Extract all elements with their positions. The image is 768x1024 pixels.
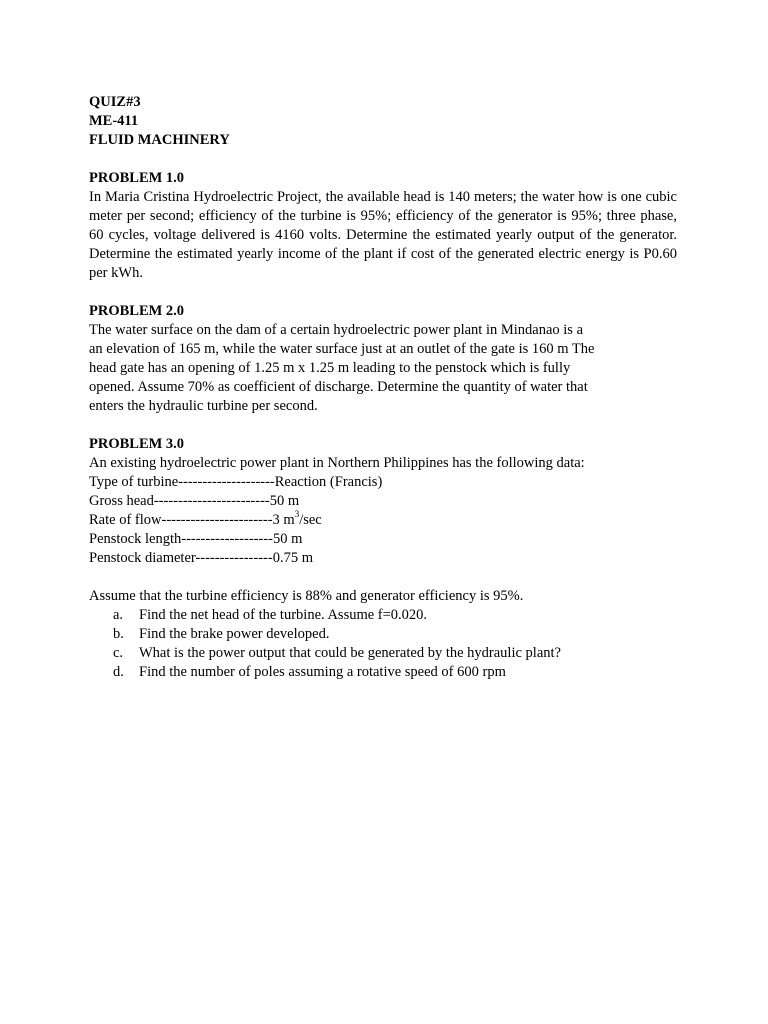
spacer — [89, 416, 677, 435]
question-item — [89, 625, 677, 644]
data-label: Penstock length — [89, 531, 182, 547]
question-item — [89, 606, 677, 625]
data-value: 50 m — [269, 493, 300, 509]
problem-2-line: enters the hydraulic turbine per second. — [89, 398, 318, 414]
problem-1-text: In Maria Cristina Hydroelectric Project, the available head is 140 meters; the water how is one cubic meter per second; efficiency of the turbine is 95%; efficiency of the generator is 95%; three phase, 60 cycles, voltage delivered is 4160 volts. Determine the estimated yearly output of the generator. Determine the estimated yearly income of the plant if cost of the generated electric energy is P0.60 per kWh. — [89, 189, 677, 281]
spacer — [89, 568, 677, 587]
data-label: Penstock diameter — [89, 550, 196, 566]
data-row-flow-rate — [89, 511, 677, 530]
data-leader: ------------------------ — [153, 493, 270, 509]
problem-1 — [89, 169, 677, 283]
data-row-turbine-type — [89, 473, 677, 492]
question-text: What is the power output that could be generated by the hydraulic plant? — [139, 645, 561, 661]
data-label: Type of turbine — [89, 474, 179, 490]
question-marker: d. — [113, 664, 124, 680]
data-label: Gross head — [89, 493, 154, 509]
data-leader: ------------------- — [181, 531, 273, 547]
question-marker: a. — [113, 607, 124, 623]
problem-3-title: PROBLEM 3.0 — [89, 436, 185, 452]
data-exponent: 3 — [294, 509, 300, 520]
question-marker: c. — [113, 645, 124, 661]
data-label: Rate of flow — [89, 512, 162, 528]
data-value: 0.75 m — [272, 550, 313, 566]
problem-2-line: opened. Assume 70% as coefficient of discharge. Determine the quantity of water that — [89, 379, 588, 395]
course-code: ME-411 — [89, 113, 139, 129]
data-value: 50 m — [272, 531, 303, 547]
quiz-header — [89, 93, 677, 150]
question-text: Find the number of poles assuming a rotative speed of 600 rpm — [139, 664, 506, 680]
data-unit: /sec — [299, 512, 322, 528]
data-value: 3 m — [272, 512, 295, 528]
problem-3-assumption: Assume that the turbine efficiency is 88% and generator efficiency is 95%. — [89, 588, 524, 604]
data-value: Reaction (Francis) — [274, 474, 383, 490]
problem-3 — [89, 435, 677, 682]
problem-2-line: an elevation of 165 m, while the water surface just at an outlet of the gate is 160 m The — [89, 341, 595, 357]
subject-title: FLUID MACHINERY — [89, 132, 230, 148]
data-row-penstock-length — [89, 530, 677, 549]
problem-2-line: head gate has an opening of 1.25 m x 1.25 m leading to the penstock which is fully — [89, 360, 571, 376]
question-item — [89, 663, 677, 682]
data-leader: -------------------- — [178, 474, 275, 490]
question-text: Find the net head of the turbine. Assume f=0.020. — [139, 607, 428, 623]
question-list — [89, 606, 677, 682]
data-leader: ---------------- — [195, 550, 273, 566]
data-leader: ----------------------- — [161, 512, 273, 528]
problem-2-line: The water surface on the dam of a certain hydroelectric power plant in Mindanao is a — [89, 322, 584, 338]
problem-2-title: PROBLEM 2.0 — [89, 303, 185, 319]
document-content — [89, 93, 677, 682]
question-item — [89, 644, 677, 663]
spacer — [89, 150, 677, 169]
problem-2 — [89, 302, 677, 416]
data-row-gross-head — [89, 492, 677, 511]
plant-data-list — [89, 473, 677, 568]
problem-3-intro: An existing hydroelectric power plant in Northern Philippines has the following data: — [89, 455, 585, 471]
spacer — [89, 283, 677, 302]
question-text: Find the brake power developed. — [139, 626, 330, 642]
quiz-number: QUIZ#3 — [89, 94, 141, 110]
problem-1-title: PROBLEM 1.0 — [89, 170, 185, 186]
question-marker: b. — [113, 626, 124, 642]
data-row-penstock-diameter — [89, 549, 677, 568]
